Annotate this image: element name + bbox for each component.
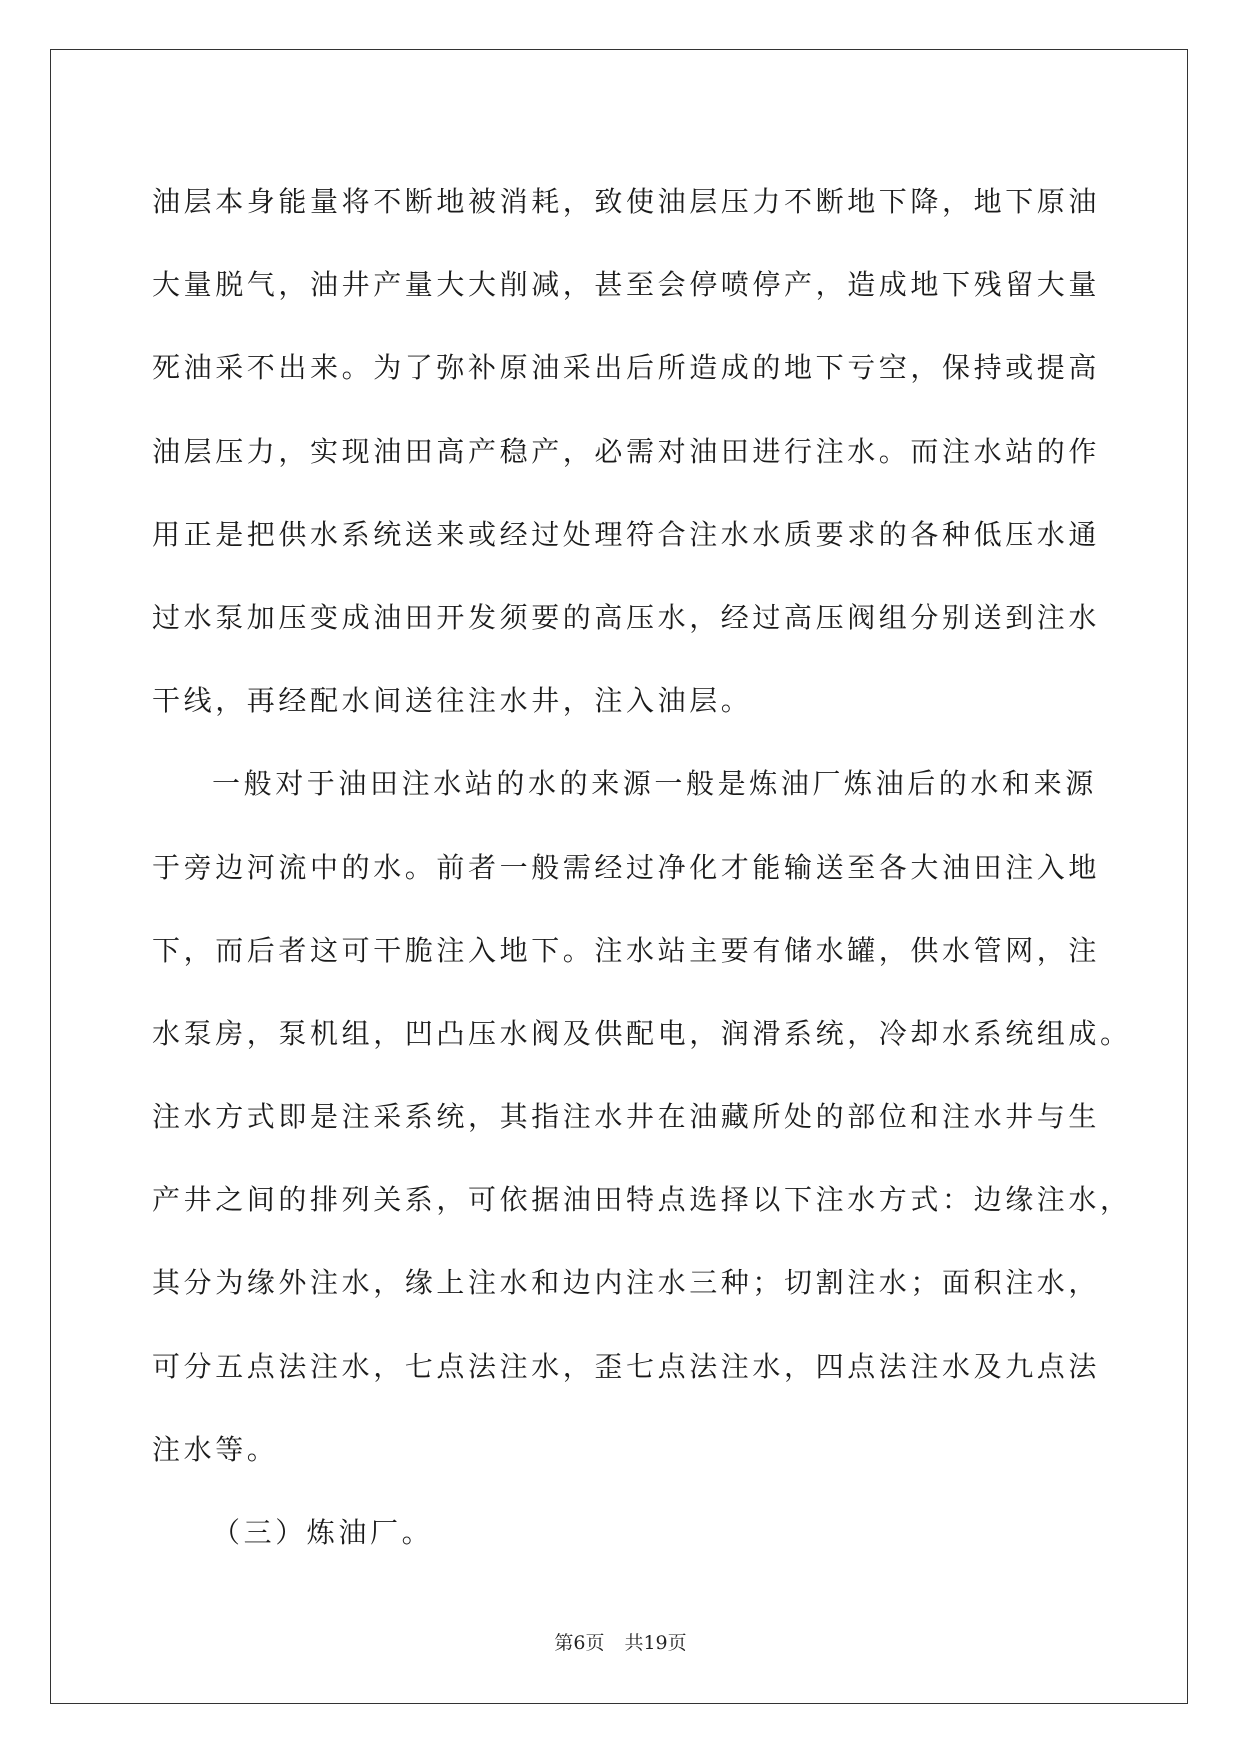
- text-line-10: 下，而后者这可干脆注入地下。注水站主要有储水罐，供水管网，注: [152, 933, 1101, 967]
- text-line-15: 可分五点法注水，七点法注水，歪七点法注水，四点法注水及九点法: [152, 1349, 1101, 1383]
- page-number-total: 共19页: [624, 1632, 687, 1654]
- document-body: [152, 160, 1132, 1574]
- section-heading: （三）炼油厂。: [212, 1516, 434, 1549]
- page-number-current: 第6页: [554, 1632, 605, 1654]
- text-line-9: 于旁边河流中的水。前者一般需经过净化才能输送至各大油田注入地: [152, 850, 1101, 884]
- text-line-3: 死油采不出来。为了弥补原油采出后所造成的地下亏空，保持或提高: [152, 351, 1101, 385]
- text-line-7: 干线，再经配水间送往注水井，注入油层。: [152, 684, 753, 718]
- text-line-5: 用正是把供水系统送来或经过处理符合注水水质要求的各种低压水通: [152, 517, 1101, 551]
- text-line-14: 其分为缘外注水，缘上注水和边内注水三种；切割注水；面积注水，: [152, 1266, 1101, 1300]
- text-line-16: 注水等。: [152, 1432, 279, 1466]
- text-line-13: 产井之间的排列关系，可依据油田特点选择以下注水方式：边缘注水，: [152, 1183, 1132, 1217]
- text-line-6: 过水泵加压变成油田开发须要的高压水，经过高压阀组分别送到注水: [152, 600, 1101, 634]
- text-line-8: 一般对于油田注水站的水的来源一般是炼油厂炼油后的水和来源: [212, 767, 1097, 801]
- text-line-11: 水泵房，泵机组，凹凸压水阀及供配电，润滑系统，冷却水系统组成。: [152, 1016, 1132, 1050]
- page-footer: [0, 1628, 1241, 1655]
- text-line-4: 油层压力，实现油田高产稳产，必需对油田进行注水。而注水站的作: [152, 434, 1101, 468]
- text-line-1: 油层本身能量将不断地被消耗，致使油层压力不断地下降，地下原油: [152, 185, 1101, 218]
- text-line-12: 注水方式即是注采系统，其指注水井在油藏所处的部位和注水井与生: [152, 1100, 1101, 1134]
- text-line-2: 大量脱气，油井产量大大削减，甚至会停喷停产，造成地下残留大量: [152, 268, 1101, 302]
